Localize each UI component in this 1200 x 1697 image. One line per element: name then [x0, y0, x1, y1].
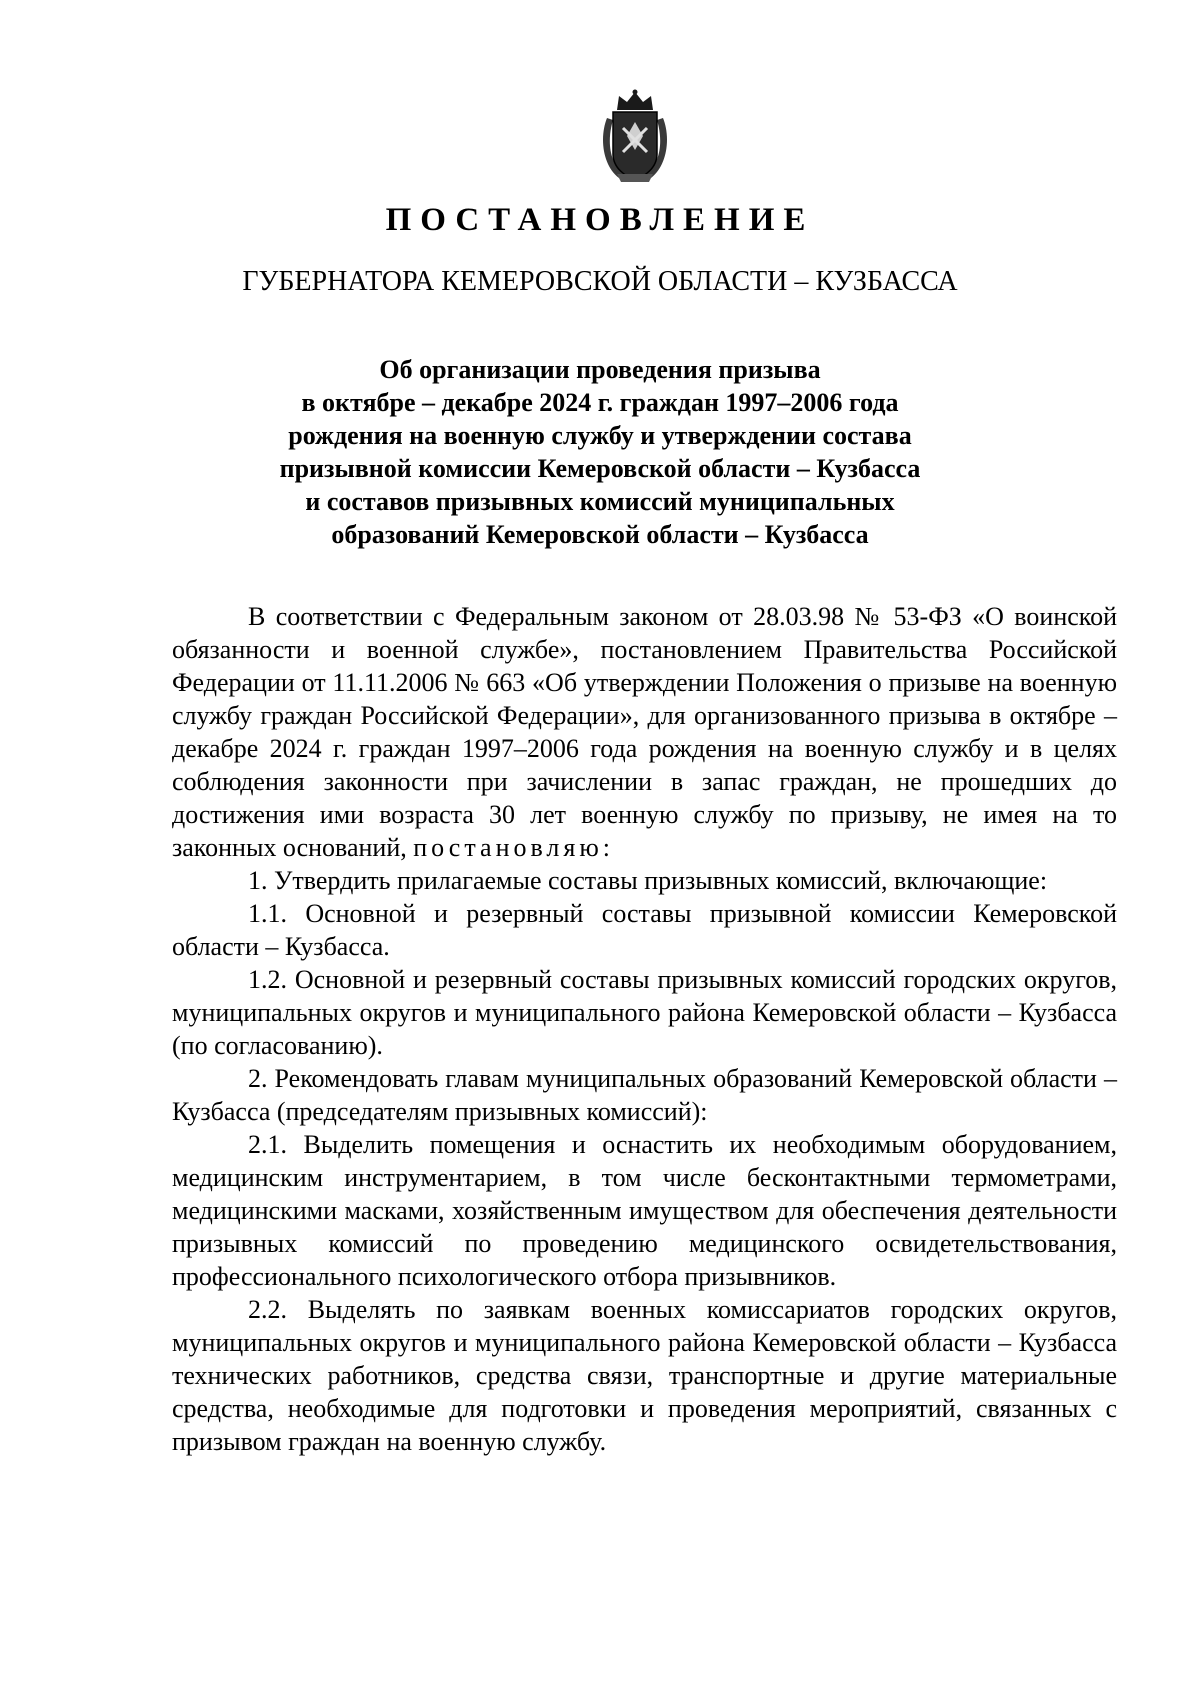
resolve-word: постановляю: — [413, 833, 614, 862]
preamble-text: В соответствии с Федеральным законом от 28.03.98 № 53-ФЗ «О воинской обязанности и военной службе», постановлением Правительства Российской Федерации от 11.11.2006 № 663 «Об утверждении Положения о призыве на военную службу граждан Российской Федерации», для организованного призыва в октябре – декабре 2024 г. граждан 1997–2006 года рождения на военную службу и в целях соблюдения законности при зачислении в запас граждан, не прошедших до достижения ими возраста 30 лет военную службу по призыву, не имея на то законных оснований, — [172, 602, 1117, 862]
clause-1: 1. Утвердить прилагаемые составы призывных комиссий, включающие: — [248, 866, 1048, 895]
clause-2-2: 2.2. Выделять по заявкам военных комиссариатов городских округов, муниципальных округов и муниципального района Кемеровской области – Кузбасса технических работников, средства связи, транспортные и другие материальные средства, необходимые для подготовки и проведения мероприятий, связанных с призывом граждан на военную службу. — [172, 1295, 1117, 1456]
title-line: призывной комиссии Кемеровской области – Кузбасса — [279, 454, 921, 483]
clause-2-1: 2.1. Выделить помещения и оснастить их необходимым оборудованием, медицинским инструментарием, в том числе бесконтактными термометрами, медицинскими масками, хозяйственным имуществом для обеспечения деятельности призывных комиссий по проведению медицинского освидетельствования, профессионального психологического отбора призывников. — [172, 1130, 1117, 1291]
document-title — [200, 353, 1000, 551]
title-line: в октябре – декабре 2024 г. граждан 1997–2006 года — [301, 388, 899, 417]
document-body — [172, 600, 1117, 1458]
title-line: Об организации проведения призыва — [379, 355, 821, 384]
title-line: образований Кемеровской области – Кузбасса — [331, 520, 869, 549]
clause-1-1: 1.1. Основной и резервный составы призывной комиссии Кемеровской области – Кузбасса. — [172, 899, 1117, 961]
clause-1-2: 1.2. Основной и резервный составы призывных комиссий городских округов, муниципальных округов и муниципального района Кемеровской области – Кузбасса (по согласованию). — [172, 965, 1117, 1060]
issuer-heading: ГУБЕРНАТОРА КЕМЕРОВСКОЙ ОБЛАСТИ – КУЗБАССА — [242, 266, 958, 297]
preamble-paragraph — [172, 600, 1117, 864]
title-line: рождения на военную службу и утверждении состава — [288, 421, 912, 450]
title-line: и составов призывных комиссий муниципальных — [305, 487, 895, 516]
coat-of-arms-icon — [597, 88, 673, 184]
clause-2: 2. Рекомендовать главам муниципальных образований Кемеровской области – Кузбасса (председателям призывных комиссий): — [172, 1064, 1117, 1126]
document-type-heading: ПОСТАНОВЛЕНИЕ — [385, 202, 815, 238]
